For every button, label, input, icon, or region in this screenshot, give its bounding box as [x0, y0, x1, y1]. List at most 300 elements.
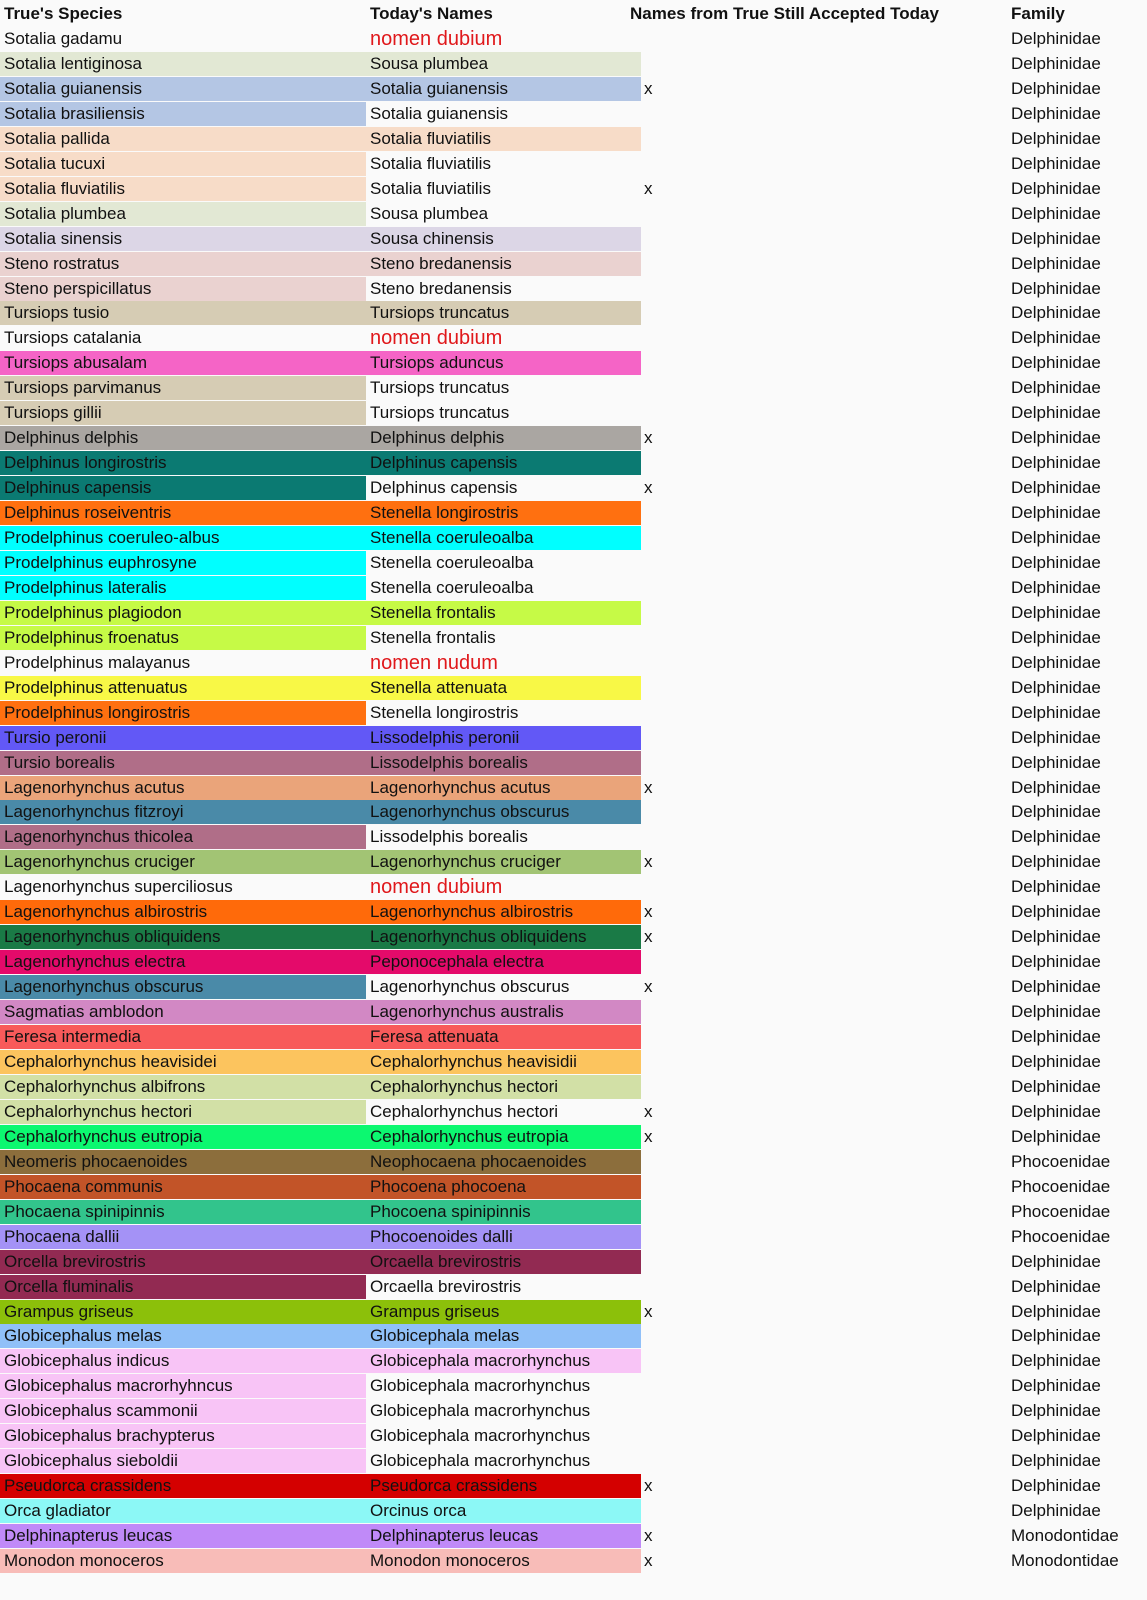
todays-name-cell: Globicephala melas — [366, 1324, 641, 1348]
accepted-mark-cell — [641, 202, 681, 226]
todays-name-cell: Lagenorhynchus australis — [366, 1000, 641, 1024]
table-row — [0, 850, 1147, 874]
accepted-mark-cell — [641, 127, 681, 151]
todays-name-cell: Lagenorhynchus acutus — [366, 776, 641, 800]
table-row — [0, 1474, 1147, 1498]
todays-name-cell: Lissodelphis borealis — [366, 751, 641, 775]
accepted-mark-cell — [641, 1324, 681, 1348]
accepted-mark-cell — [641, 551, 681, 575]
table-row — [0, 1000, 1147, 1024]
accepted-mark-cell: x — [644, 178, 653, 198]
true-species-cell: Tursiops abusalam — [0, 351, 366, 375]
true-species-cell: Phocaena communis — [0, 1175, 366, 1199]
todays-name-cell: Lagenorhynchus cruciger — [366, 850, 641, 874]
todays-name-cell: Stenella frontalis — [370, 627, 496, 647]
todays-name-cell: Steno bredanensis — [370, 278, 512, 298]
accepted-mark-cell — [641, 277, 681, 301]
true-species-cell: Prodelphinus euphrosyne — [0, 551, 366, 575]
table-row — [0, 401, 1147, 425]
table-row — [0, 1075, 1147, 1099]
table-row — [0, 77, 1147, 101]
table-row — [0, 925, 1147, 949]
todays-name-cell: nomen dubium — [370, 28, 503, 50]
accepted-mark-cell — [641, 152, 681, 176]
table-row — [0, 252, 1147, 276]
family-cell: Delphinidae — [1011, 228, 1101, 248]
family-cell: Delphinidae — [1011, 1251, 1101, 1271]
true-species-cell: Sotalia lentiginosa — [0, 52, 366, 76]
todays-name-cell: Tursiops truncatus — [366, 301, 641, 325]
accepted-mark-cell: x — [644, 1476, 653, 1496]
table-row — [0, 1449, 1147, 1473]
accepted-mark-cell — [641, 626, 681, 650]
true-species-cell: Sotalia brasiliensis — [0, 102, 366, 126]
accepted-mark-cell — [641, 326, 681, 350]
accepted-mark-cell — [641, 27, 681, 51]
todays-name-cell: Phocoena phocoena — [366, 1175, 641, 1199]
true-species-cell: Sotalia fluviatilis — [0, 177, 366, 201]
family-cell: Delphinidae — [1011, 1401, 1101, 1421]
family-cell: Delphinidae — [1011, 1326, 1101, 1346]
accepted-mark-cell — [641, 751, 681, 775]
true-species-cell: Orcella brevirostris — [0, 1250, 366, 1274]
accepted-mark-cell — [641, 1175, 681, 1199]
todays-name-cell: Delphinapterus leucas — [366, 1524, 641, 1548]
family-cell: Delphinidae — [1011, 952, 1101, 972]
accepted-mark-cell: x — [644, 852, 653, 872]
todays-name-cell: Cephalorhynchus hectori — [370, 1101, 559, 1121]
true-species-cell: Lagenorhynchus acutus — [0, 776, 366, 800]
todays-name-cell: Pseudorca crassidens — [366, 1474, 641, 1498]
table-row — [0, 1524, 1147, 1548]
accepted-mark-cell: x — [644, 1126, 653, 1146]
table-row — [0, 1200, 1147, 1224]
header-todays-names: Today's Names — [370, 4, 493, 23]
todays-name-cell: Lagenorhynchus albirostris — [366, 900, 641, 924]
family-cell: Delphinidae — [1011, 752, 1101, 772]
family-cell: Monodontidae — [1011, 1551, 1119, 1570]
todays-name-cell: Stenella attenuata — [366, 676, 641, 700]
true-species-cell: Cephalorhynchus hectori — [0, 1100, 366, 1124]
accepted-mark-cell — [641, 1374, 681, 1398]
table-row — [0, 975, 1147, 999]
family-cell: Delphinidae — [1011, 1501, 1101, 1520]
family-cell: Monodontidae — [1011, 1526, 1119, 1545]
accepted-mark-cell — [641, 800, 681, 824]
true-species-cell: Lagenorhynchus cruciger — [0, 850, 366, 874]
todays-name-cell: Globicephala macrorhynchus — [370, 1426, 591, 1446]
true-species-cell: Globicephalus indicus — [0, 1349, 366, 1373]
todays-name-cell: Globicephala macrorhynchus — [370, 1376, 591, 1396]
true-species-cell: Lagenorhynchus obscurus — [0, 975, 366, 999]
accepted-mark-cell — [641, 1025, 681, 1049]
true-species-cell: Sagmatias amblodon — [0, 1000, 366, 1024]
true-species-cell: Sotalia gadamu — [4, 29, 123, 48]
true-species-cell: Tursio peronii — [0, 726, 366, 750]
todays-name-cell: Feresa attenuata — [366, 1025, 641, 1049]
family-cell: Delphinidae — [1011, 1051, 1101, 1071]
accepted-mark-cell — [641, 1424, 681, 1448]
table-row — [0, 626, 1147, 650]
todays-name-cell: Stenella longirostris — [370, 702, 519, 722]
todays-name-cell: Tursiops truncatus — [370, 403, 510, 423]
accepted-mark-cell — [641, 227, 681, 251]
todays-name-cell: Cephalorhynchus eutropia — [366, 1125, 641, 1149]
table-row — [0, 1150, 1147, 1174]
family-cell: Delphinidae — [1011, 727, 1101, 747]
table-row — [0, 1499, 1147, 1523]
true-species-cell: Prodelphinus lateralis — [0, 576, 366, 600]
table-row — [0, 726, 1147, 750]
family-cell: Delphinidae — [1011, 178, 1101, 198]
accepted-mark-cell: x — [644, 977, 653, 997]
table-row — [0, 376, 1147, 400]
true-species-cell: Prodelphinus malayanus — [4, 652, 191, 672]
family-cell: Delphinidae — [1011, 877, 1101, 897]
todays-name-cell: Stenella longirostris — [366, 501, 641, 525]
accepted-mark-cell — [641, 726, 681, 750]
table-row — [0, 501, 1147, 525]
todays-name-cell: Phocoenoides dalli — [366, 1225, 641, 1249]
family-cell: Delphinidae — [1011, 1301, 1101, 1321]
true-species-cell: Sotalia plumbea — [0, 202, 366, 226]
true-species-cell: Neomeris phocaenoides — [0, 1150, 366, 1174]
todays-name-cell: Lissodelphis peronii — [366, 726, 641, 750]
true-species-cell: Delphinus longirostris — [0, 451, 366, 475]
family-cell: Delphinidae — [1011, 777, 1101, 797]
header-accepted: Names from True Still Accepted Today — [630, 4, 939, 23]
true-species-cell: Prodelphinus longirostris — [0, 701, 366, 725]
family-cell: Delphinidae — [1011, 303, 1101, 323]
accepted-mark-cell — [641, 376, 681, 400]
table-row — [0, 1349, 1147, 1373]
accepted-mark-cell: x — [644, 478, 653, 498]
true-species-cell: Sotalia sinensis — [0, 227, 366, 251]
true-species-cell: Sotalia tucuxi — [0, 152, 366, 176]
family-cell: Delphinidae — [1011, 1027, 1101, 1046]
table-row — [0, 1374, 1147, 1398]
true-species-cell: Delphinus capensis — [0, 476, 366, 500]
family-cell: Delphinidae — [1011, 1002, 1101, 1021]
accepted-mark-cell — [641, 576, 681, 600]
table-row — [0, 351, 1147, 375]
table-row — [0, 701, 1147, 725]
true-species-cell: Prodelphinus coeruleo-albus — [0, 526, 366, 550]
accepted-mark-cell — [641, 1499, 681, 1523]
todays-name-cell: Lissodelphis borealis — [370, 827, 528, 847]
family-cell: Delphinidae — [1011, 552, 1101, 572]
table-row — [0, 52, 1147, 76]
family-cell: Delphinidae — [1011, 902, 1101, 922]
family-cell: Phocoenidae — [1011, 1201, 1111, 1221]
todays-name-cell: Tursiops truncatus — [370, 378, 510, 398]
true-species-cell: Delphinus delphis — [0, 426, 366, 450]
accepted-mark-cell — [641, 601, 681, 625]
table-row — [0, 102, 1147, 126]
todays-name-cell: Sousa plumbea — [370, 203, 489, 223]
table-row — [0, 1399, 1147, 1423]
family-cell: Delphinidae — [1011, 428, 1101, 448]
todays-name-cell: Delphinus delphis — [366, 426, 641, 450]
family-cell: Delphinidae — [1011, 1101, 1101, 1121]
family-cell: Delphinidae — [1011, 677, 1101, 697]
true-species-cell: Orca gladiator — [0, 1499, 366, 1523]
accepted-mark-cell — [641, 351, 681, 375]
true-species-cell: Tursiops gillii — [0, 401, 366, 425]
family-cell: Delphinidae — [1011, 652, 1101, 672]
family-cell: Delphinidae — [1011, 1426, 1101, 1446]
table-row — [0, 1125, 1147, 1149]
table-row — [0, 651, 1147, 675]
accepted-mark-cell: x — [644, 1526, 653, 1545]
accepted-mark-cell — [641, 252, 681, 276]
accepted-mark-cell — [641, 451, 681, 475]
true-species-cell: Globicephalus sieboldii — [0, 1449, 366, 1473]
true-species-cell: Tursiops tusio — [0, 301, 366, 325]
family-cell: Delphinidae — [1011, 203, 1101, 223]
true-species-cell: Lagenorhynchus fitzroyi — [0, 800, 366, 824]
table-row — [0, 1100, 1147, 1124]
todays-name-cell: Stenella coeruleoalba — [370, 577, 534, 597]
accepted-mark-cell — [641, 52, 681, 76]
family-cell: Phocoenidae — [1011, 1151, 1111, 1171]
true-species-cell: Orcella fluminalis — [0, 1275, 366, 1299]
todays-name-cell: Sousa plumbea — [366, 52, 641, 76]
family-cell: Delphinidae — [1011, 528, 1101, 547]
true-species-cell: Sotalia guianensis — [0, 77, 366, 101]
todays-name-cell: Sotalia guianensis — [366, 77, 641, 101]
family-cell: Delphinidae — [1011, 378, 1101, 398]
table-row — [0, 526, 1147, 550]
family-cell: Delphinidae — [1011, 1076, 1101, 1096]
accepted-mark-cell — [641, 102, 681, 126]
accepted-mark-cell: x — [644, 777, 653, 797]
table-row — [0, 1025, 1147, 1049]
todays-name-cell: Cephalorhynchus hectori — [366, 1075, 641, 1099]
true-species-cell: Feresa intermedia — [0, 1025, 366, 1049]
table-row — [0, 301, 1147, 325]
table-row — [0, 551, 1147, 575]
table-row — [0, 950, 1147, 974]
header-family: Family — [1011, 4, 1065, 23]
accepted-mark-cell: x — [644, 428, 653, 448]
family-cell: Delphinidae — [1011, 577, 1101, 597]
table-row — [0, 1424, 1147, 1448]
true-species-cell: Delphinapterus leucas — [0, 1524, 366, 1548]
family-cell: Delphinidae — [1011, 453, 1101, 473]
accepted-mark-cell — [641, 301, 681, 325]
true-species-cell: Globicephalus scammonii — [0, 1399, 366, 1423]
todays-name-cell: Peponocephala electra — [366, 950, 641, 974]
table-row — [0, 177, 1147, 201]
accepted-mark-cell — [641, 825, 681, 849]
family-cell: Delphinidae — [1011, 54, 1101, 73]
table-row — [0, 825, 1147, 849]
true-species-cell: Steno rostratus — [0, 252, 366, 276]
family-cell: Delphinidae — [1011, 278, 1101, 298]
family-cell: Delphinidae — [1011, 1376, 1101, 1396]
true-species-cell: Globicephalus macrorhyhncus — [0, 1374, 366, 1398]
table-row — [0, 277, 1147, 301]
todays-name-cell: Sotalia fluviatilis — [370, 178, 491, 198]
table-row — [0, 1250, 1147, 1274]
table-row — [0, 576, 1147, 600]
todays-name-cell: Stenella coeruleoalba — [366, 526, 641, 550]
todays-name-cell: Phocoena spinipinnis — [366, 1200, 641, 1224]
todays-name-cell: nomen nudum — [370, 651, 498, 674]
header-true-species: True's Species — [4, 4, 123, 23]
true-species-cell: Tursiops catalania — [4, 328, 142, 348]
family-cell: Delphinidae — [1011, 103, 1101, 123]
todays-name-cell: Sotalia fluviatilis — [370, 153, 491, 173]
todays-name-cell: Sousa chinensis — [366, 227, 641, 251]
accepted-mark-cell — [641, 950, 681, 974]
true-species-cell: Steno perspicillatus — [0, 277, 366, 301]
family-cell: Delphinidae — [1011, 702, 1101, 722]
true-species-cell: Phocaena spinipinnis — [0, 1200, 366, 1224]
accepted-mark-cell — [641, 875, 681, 899]
table-row — [0, 1225, 1147, 1249]
true-species-cell: Monodon monoceros — [0, 1549, 366, 1573]
accepted-mark-cell — [641, 1399, 681, 1423]
todays-name-cell: Monodon monoceros — [366, 1549, 641, 1573]
family-cell: Delphinidae — [1011, 852, 1101, 872]
table-row — [0, 1175, 1147, 1199]
todays-name-cell: Grampus griseus — [366, 1300, 641, 1324]
todays-name-cell: Globicephala macrorhynchus — [366, 1349, 641, 1373]
accepted-mark-cell — [641, 1150, 681, 1174]
family-cell: Delphinidae — [1011, 78, 1101, 98]
todays-name-cell: Sotalia guianensis — [370, 103, 508, 123]
family-cell: Delphinidae — [1011, 977, 1101, 997]
table-row — [0, 152, 1147, 176]
family-cell: Delphinidae — [1011, 253, 1101, 273]
table-row — [0, 751, 1147, 775]
todays-name-cell: Globicephala macrorhynchus — [370, 1401, 591, 1421]
table-row — [0, 27, 1147, 51]
todays-name-cell: nomen dubium — [370, 327, 503, 350]
accepted-mark-cell — [641, 1449, 681, 1473]
accepted-mark-cell: x — [644, 902, 653, 922]
accepted-mark-cell: x — [644, 1101, 653, 1121]
table-row — [0, 1300, 1147, 1324]
todays-name-cell: Stenella coeruleoalba — [370, 552, 534, 572]
table-row — [0, 776, 1147, 800]
true-species-cell: Pseudorca crassidens — [0, 1474, 366, 1498]
accepted-mark-cell: x — [644, 1551, 653, 1570]
accepted-mark-cell: x — [644, 1301, 653, 1321]
todays-name-cell: Orcinus orca — [366, 1499, 641, 1523]
true-species-cell: Sotalia pallida — [0, 127, 366, 151]
todays-name-cell: Lagenorhynchus obscurus — [366, 800, 641, 824]
todays-name-cell: Delphinus capensis — [366, 451, 641, 475]
accepted-mark-cell — [641, 1200, 681, 1224]
true-species-cell: Lagenorhynchus superciliosus — [4, 877, 233, 897]
todays-name-cell: Lagenorhynchus obscurus — [370, 977, 570, 997]
table-row — [0, 451, 1147, 475]
family-cell: Delphinidae — [1011, 153, 1101, 173]
table-row — [0, 1549, 1147, 1573]
family-cell: Delphinidae — [1011, 602, 1101, 622]
todays-name-cell: Cephalorhynchus heavisidii — [366, 1050, 641, 1074]
todays-name-cell: Orcaella brevirostris — [366, 1250, 641, 1274]
true-species-cell: Grampus griseus — [0, 1300, 366, 1324]
family-cell: Delphinidae — [1011, 927, 1101, 947]
table-row — [0, 1050, 1147, 1074]
true-species-cell: Globicephalus melas — [0, 1324, 366, 1348]
todays-name-cell: Delphinus capensis — [370, 478, 518, 498]
todays-name-cell: Stenella frontalis — [366, 601, 641, 625]
true-species-cell: Lagenorhynchus electra — [0, 950, 366, 974]
accepted-mark-cell — [641, 1050, 681, 1074]
table-row — [0, 1324, 1147, 1348]
accepted-mark-cell — [641, 1225, 681, 1249]
family-cell: Delphinidae — [1011, 1351, 1101, 1371]
true-species-cell: Cephalorhynchus eutropia — [0, 1125, 366, 1149]
todays-name-cell: Sotalia fluviatilis — [366, 127, 641, 151]
family-cell: Delphinidae — [1011, 1476, 1101, 1496]
accepted-mark-cell — [641, 526, 681, 550]
header-row — [0, 2, 1147, 26]
true-species-cell: Delphinus roseiventris — [0, 501, 366, 525]
family-cell: Delphinidae — [1011, 478, 1101, 498]
family-cell: Delphinidae — [1011, 627, 1101, 647]
todays-name-cell: Globicephala macrorhynchus — [370, 1451, 591, 1471]
table-row — [0, 1275, 1147, 1299]
table-row — [0, 476, 1147, 500]
family-cell: Phocoenidae — [1011, 1176, 1111, 1196]
table-row — [0, 227, 1147, 251]
todays-name-cell: nomen dubium — [370, 876, 503, 899]
table-row — [0, 676, 1147, 700]
todays-name-cell: Orcaella brevirostris — [370, 1276, 522, 1296]
table-row — [0, 202, 1147, 226]
accepted-mark-cell: x — [644, 927, 653, 947]
true-species-cell: Prodelphinus plagiodon — [0, 601, 366, 625]
family-cell: Delphinidae — [1011, 1276, 1101, 1296]
accepted-mark-cell: x — [644, 78, 653, 98]
family-cell: Delphinidae — [1011, 353, 1101, 373]
todays-name-cell: Steno bredanensis — [366, 252, 641, 276]
table-row — [0, 426, 1147, 450]
family-cell: Delphinidae — [1011, 827, 1101, 847]
true-species-cell: Lagenorhynchus albirostris — [0, 900, 366, 924]
family-cell: Delphinidae — [1011, 403, 1101, 423]
todays-name-cell: Tursiops aduncus — [366, 351, 641, 375]
true-species-cell: Phocaena dallii — [0, 1225, 366, 1249]
true-species-cell: Lagenorhynchus obliquidens — [0, 925, 366, 949]
accepted-mark-cell — [641, 401, 681, 425]
family-cell: Delphinidae — [1011, 328, 1101, 348]
todays-name-cell: Neophocaena phocaenoides — [366, 1150, 641, 1174]
accepted-mark-cell — [641, 1000, 681, 1024]
table-row — [0, 127, 1147, 151]
table-row — [0, 601, 1147, 625]
table-row — [0, 900, 1147, 924]
table-row — [0, 326, 1147, 350]
true-species-cell: Lagenorhynchus thicolea — [0, 825, 366, 849]
table-row — [0, 800, 1147, 824]
accepted-mark-cell — [641, 1250, 681, 1274]
accepted-mark-cell — [641, 1349, 681, 1373]
accepted-mark-cell — [641, 1075, 681, 1099]
accepted-mark-cell — [641, 651, 681, 675]
family-cell: Delphinidae — [1011, 503, 1101, 523]
true-species-cell: Cephalorhynchus albifrons — [0, 1075, 366, 1099]
accepted-mark-cell — [641, 701, 681, 725]
true-species-cell: Globicephalus brachypterus — [0, 1424, 366, 1448]
accepted-mark-cell — [641, 1275, 681, 1299]
